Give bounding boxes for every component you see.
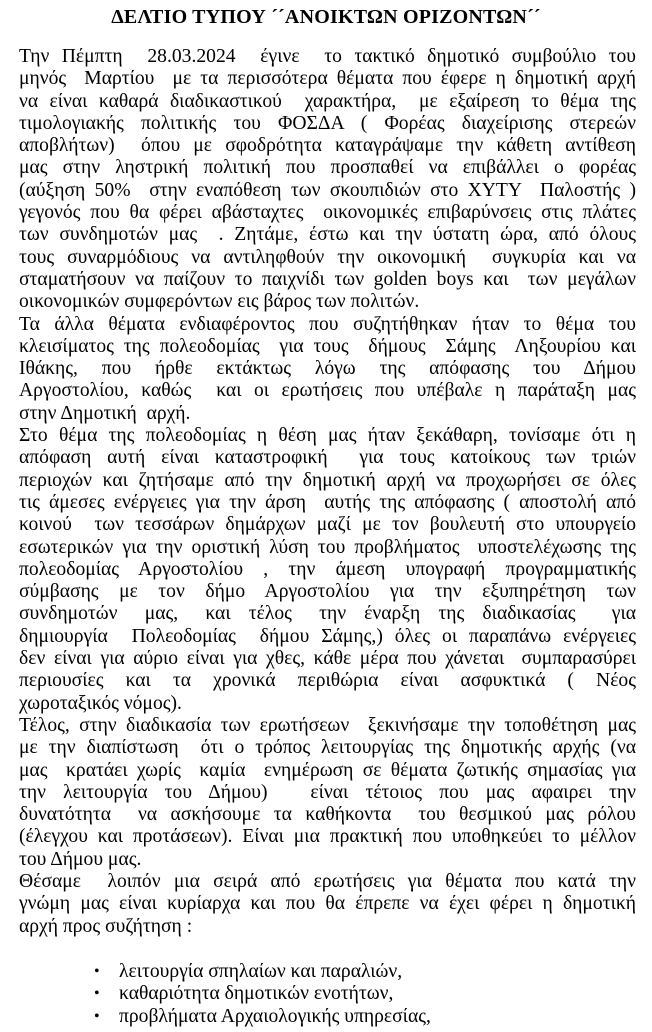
text-line: να είναι καθαρά διαδικαστικού χαρακτήρα, με εξαίρεση το θέμα της	[19, 90, 636, 112]
text-line: κοινού των τεσσάρων δημάρχων μαζί με τον βουλευτή στο υπουργείο	[19, 514, 636, 536]
text-line: τιμολογιακής πολιτικής του ΦΟΣΔΑ ( Φορέας διαχείρισης στερεών	[19, 112, 636, 134]
text-line: περιουσίες και τα χρονικά περιθώρια είναι ασφυκτικά ( Νέος	[19, 670, 636, 692]
text-line: περιοχών και ζητήσαμε από την δημοτική αρχή να προχωρήσει σε όλες	[19, 469, 636, 491]
text-line: κλεισίματος της πολεοδομίας για τους δήμους Σάμης Ληξουρίου και	[19, 335, 636, 357]
text-line: μας κρατάει χωρίς καμία ενημέρωση σε θέματα ζωτικής σημασίας για	[19, 759, 636, 781]
bullet-text: καθαριότητα δημοτικών ενοτήτων,	[119, 983, 394, 1005]
text-line: την λειτουργία του Δήμου) είναι τέτοιος που μας αφαιρει την	[19, 781, 636, 803]
bullet-list	[0, 961, 652, 1028]
text-line: αρχή προς συζήτηση :	[19, 915, 193, 937]
paragraph	[19, 46, 636, 314]
text-line: δημιουργία Πολεοδομίας δήμου Σάμης,) όλες οι παραπάνω ενέργειες	[19, 625, 636, 647]
paragraph	[19, 871, 636, 938]
text-line: (έλεγχου και προτάσεων). Είναι μια πρακτική που υποθηκεύει το μέλλον	[19, 826, 636, 848]
bullet-item	[0, 961, 652, 983]
text-line: σταματήσουν να παίζουν το παιχνίδι των golden boys και των μεγάλων	[19, 268, 636, 290]
text-line: γεγονός που θα φέρει αβάσταχτες οικονομικές επιβαρύνσεις στις πλάτες	[19, 202, 636, 224]
text-line: χωροταξικός νόμος).	[19, 692, 182, 714]
text-line: Αργοστολίου, καθώς και οι ερωτήσεις που υπέβαλε η παράταξη μας	[19, 380, 636, 402]
document-body	[19, 46, 636, 938]
text-line: στην Δημοτική αρχή.	[19, 402, 191, 424]
text-line: απόφαση αυτή είναι καταστροφική για τους κατοίκους των τριών	[19, 447, 636, 469]
bullet-text: λειτουργία σπηλαίων και παραλιών,	[119, 961, 403, 982]
text-line: των συνδημοτών μας . Ζητάμε, έστω και την ύστατη ώρα, από όλους	[19, 224, 636, 246]
bullet-text: προβλήματα Αρχαιολογικής υπηρεσίας,	[119, 1005, 431, 1027]
text-line: εσωτερικών για την οριστική λύση του προβλήματος υποστελέχωσης της	[19, 536, 636, 558]
text-line: Την Πέμπτη 28.03.2024 έγινε το τακτικό δημοτικό συμβούλιο του	[19, 46, 636, 67]
text-line: συνδημοτών μας, και τέλος την έναρξη της διαδικασίας για	[19, 603, 636, 625]
text-line: δεν είναι για αύριο είναι για χθες, κάθε μέρα που χάνεται συμπαρασύρει	[19, 648, 636, 670]
text-line: του Δήμου μας.	[19, 848, 142, 870]
bullet-icon: •	[94, 963, 100, 980]
text-line: τις άμεσες ενέργειες για την άρση αυτής της απόφασης ( αποστολή από	[19, 491, 636, 513]
bullet-item	[0, 1006, 652, 1028]
text-line: σύμβασης με τον δήμο Αργοστολίου για την εξυπηρέτηση των	[19, 581, 636, 603]
text-line: Τέλος, στην διαδικασία των ερωτήσεων ξεκινήσαμε την τοποθέτηση μας	[19, 714, 636, 736]
document-title: ΔΕΛΤΙΟ ΤΥΠΟΥ ´´ΑΝΟΙΚΤΩΝ ΟΡΙΖΟΝΤΩΝ´´	[111, 6, 541, 28]
text-line: αποβλήτων) όπου με σφοδρότητα καταγράψαμε την κάθετη αντίθεση	[19, 135, 636, 157]
text-line: Τα άλλα θέματα ενδιαφέροντος που συζητήθηκαν ήταν το θέμα του	[19, 313, 636, 335]
bullet-icon: •	[94, 985, 100, 1003]
text-line: μας στην ληστρική πολιτική που προσπαθεί να επιβάλλει ο φορέας	[19, 157, 636, 179]
text-line: Θέσαμε λοιπόν μια σειρά από ερωτήσεις για θέματα που κατά την	[19, 870, 636, 892]
text-line: οικονομικών συμφερόντων εις βάρος των πολιτών.	[19, 291, 420, 313]
text-line: Ιθάκης, που ήρθε εκτάκτως λόγω της απόφασης του Δήμου	[19, 358, 636, 380]
text-line: (αύξηση 50% στην εναπόθεση των σκουπιδιών στο ΧΥΤΥ Παλοστής )	[19, 179, 636, 201]
bullet-item	[0, 983, 652, 1005]
paragraph	[19, 314, 636, 425]
text-line: μηνός Μαρτίου με τα περισσότερα θέματα που έφερε η δημοτική αρχή	[19, 68, 636, 90]
text-line: πολεοδομίας Αργοστολίου , την άμεση υπογραφή προγραμματικής	[19, 558, 636, 580]
text-line: τους συναρμόδιους να αντιληφθούν την οικονομική συγκυρία και να	[19, 246, 636, 268]
text-line: δυνατότητα να ασκήσουμε τα καθήκοντα του θεσμικού μας ρόλου	[19, 804, 636, 826]
paragraph	[19, 715, 636, 871]
paragraph	[19, 425, 636, 715]
text-line: με την διαπίστωση ότι ο τρόπος λειτουργίας της δημοτικής αρχής (να	[19, 737, 636, 759]
text-line: γνώμη μας είναι κυρίαρχα και που θα έπρεπε να έχει φέρει η δημοτική	[19, 893, 636, 915]
bullet-icon: •	[94, 1007, 100, 1025]
text-line: Στο θέμα της πολεοδομίας η θέση μας ήταν ξεκάθαρη, τονίσαμε ότι η	[19, 425, 636, 447]
